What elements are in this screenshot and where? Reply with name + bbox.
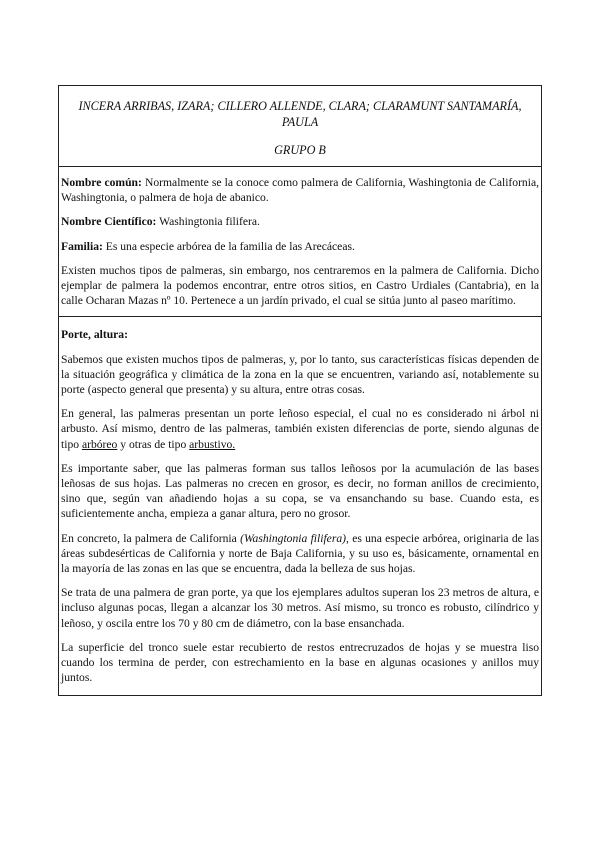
paragraph-4-text-b: , es una especie arbórea, originaria de las áreas subdesérticas de California y norte de Baja California, y su uso es, básicamente, ornamental en la mayoría de las zonas en las que se encuentra, dada la belleza de sus hojas.	[61, 531, 539, 576]
family-text: Es una especie arbórea de la familia de las Arecáceas.	[102, 239, 355, 253]
scientific-name-paragraph	[61, 214, 539, 229]
intro-paragraph: Existen muchos tipos de palmeras, sin embargo, nos centraremos en la palmera de California. Dicho ejemplar de palmera la podemos encontrar, entre otros sitios, en Castro Urdiales (Cantabria), en la calle Ocharan Mazas nº 10. Pertenece a un jardín privado, el cual se sitúa junto al paseo marítimo.	[61, 263, 539, 308]
common-name-label: Nombre común:	[61, 176, 142, 189]
identification-section	[59, 166, 541, 316]
paragraph-4-text-a: En concreto, la palmera de California	[61, 531, 241, 545]
common-name-paragraph	[61, 175, 539, 205]
authors-line: INCERA ARRIBAS, IZARA; CILLERO ALLENDE, CLARA; CLARAMUNT SANTAMARÍA, PAULA	[78, 99, 522, 129]
family-paragraph	[61, 239, 539, 254]
paragraph-6: La superficie del tronco suele estar recubierto de restos entrecruzados de hojas y se muestra liso cuando los termina de perder, con estrechamiento en la base en algunas ocasiones y anillos muy juntos.	[61, 640, 539, 685]
paragraph-2-text-a: En general, las palmeras presentan un porte leñoso especial, el cual no es considerado ni árbol ni arbusto. Así mismo, dentro de las palmeras, también existen diferencias de porte, siendo algunas de tipo	[61, 407, 539, 451]
porte-altura-section	[59, 316, 541, 695]
header-cell	[59, 86, 541, 166]
family-label: Familia:	[61, 239, 103, 253]
paragraph-4-species: (Washingtonia filifera)	[240, 531, 346, 545]
scientific-name-label: Nombre Científico:	[61, 215, 157, 229]
paragraph-5: Se trata de una palmera de gran porte, ya que los ejemplares adultos superan los 23 metros de altura, e incluso algunas pocas, llegan a alcanzar los 30 metros. Así mismo, su tronco es robusto, cilíndrico y leñoso, y oscila entre los 70 y 80 cm de diámetro, con la base ensanchada.	[61, 586, 539, 630]
section-title: Porte, altura:	[61, 328, 128, 342]
document-table	[58, 85, 542, 696]
paragraph-3: Es importante saber, que las palmeras forman sus tallos leñosos por la acumulación de las bases leñosas de sus hojas. Las palmeras no crecen en grosor, es decir, no forman anillos de crecimiento, sino que, según van añadiendo hojas a su copa, se va ensanchando su base. Cuando esta, es suficientemente ancha, empieza a ganar altura, pero no grosor.	[61, 461, 539, 521]
paragraph-2-text-b: y otras de tipo	[117, 437, 190, 451]
arbustivo-link[interactable]: arbustivo.	[189, 437, 236, 451]
arboreo-link[interactable]: arbóreo	[81, 437, 118, 451]
common-name-text: Normalmente se la conoce como palmera de California, Washingtonia de California, Washingtonia, o palmera de hoja de abanico.	[61, 176, 539, 205]
scientific-name-text: Washingtonia filifera.	[156, 215, 260, 229]
paragraph-1: Sabemos que existen muchos tipos de palmeras, y, por lo tanto, sus características físicas dependen de la situación geográfica y climática de la zona en la que se encuentren, variando así, notablemente su porte (aspecto general que presenta) y su altura, entre otras cosas.	[61, 352, 539, 397]
paragraph-4	[61, 531, 539, 577]
group-label: GRUPO B	[274, 143, 326, 157]
paragraph-2	[61, 406, 539, 452]
